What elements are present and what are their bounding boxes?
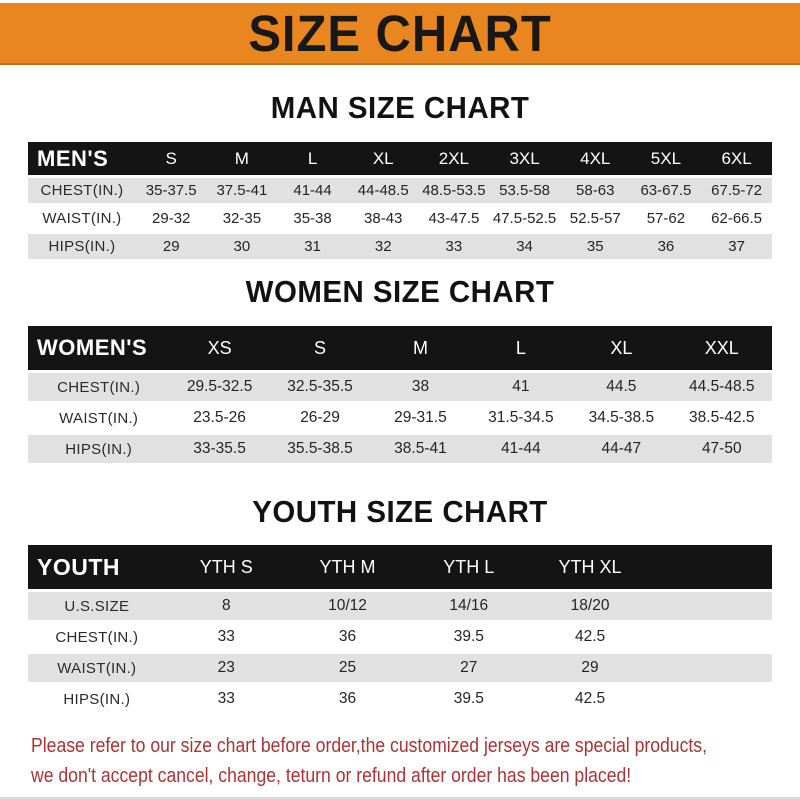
row-label-cell: CHEST(IN.) bbox=[57, 378, 141, 396]
table-row bbox=[28, 178, 772, 203]
table-row bbox=[28, 404, 772, 432]
value-cell: 32-35 bbox=[222, 210, 262, 227]
table-title-cell: YOUTH bbox=[37, 553, 120, 580]
column-header-cell: L bbox=[307, 148, 318, 168]
value-cell: 53.5-58 bbox=[499, 182, 550, 199]
row-label-cell: U.S.SIZE bbox=[64, 597, 130, 615]
banner-title: SIZE CHART bbox=[248, 4, 552, 62]
value-cell: 44-48.5 bbox=[357, 182, 409, 199]
value-cell: 38 bbox=[411, 378, 430, 395]
value-cell: 35.5-38.5 bbox=[287, 440, 353, 457]
banner bbox=[0, 3, 800, 65]
column-header-cell: S bbox=[165, 148, 177, 168]
column-header-cell: XXL bbox=[704, 337, 739, 358]
value-cell: 39.5 bbox=[453, 628, 484, 645]
value-cell: 52.5-57 bbox=[569, 210, 621, 227]
man-section-heading: MAN SIZE CHART bbox=[270, 90, 530, 125]
column-header-cell: L bbox=[515, 337, 526, 358]
value-cell: 31 bbox=[304, 238, 321, 255]
column-header-cell: XS bbox=[207, 337, 232, 358]
column-header-cell: YTH S bbox=[199, 556, 253, 577]
value-cell: 31.5-34.5 bbox=[488, 409, 554, 426]
value-cell: 44.5 bbox=[606, 378, 637, 395]
value-cell: 41-44 bbox=[293, 182, 332, 199]
table-row bbox=[28, 435, 772, 463]
value-cell: 35-38 bbox=[293, 210, 332, 227]
value-cell: 18/20 bbox=[570, 597, 610, 614]
table-row bbox=[28, 623, 772, 651]
table-row bbox=[28, 685, 772, 713]
table-title-cell: MEN'S bbox=[37, 145, 109, 171]
column-header-cell: XL bbox=[372, 148, 394, 168]
value-cell: 58-63 bbox=[576, 182, 615, 199]
youth-size-table bbox=[28, 545, 772, 713]
row-label-cell: HIPS(IN.) bbox=[65, 440, 133, 458]
value-cell: 29-32 bbox=[152, 210, 191, 227]
footer-line-2: we don't accept cancel, change, teturn or refund after order has been placed! bbox=[31, 765, 632, 787]
column-header-cell: S bbox=[314, 337, 327, 358]
value-cell: 32 bbox=[374, 238, 392, 255]
man-size-section bbox=[0, 91, 800, 259]
value-cell: 36 bbox=[338, 628, 357, 645]
value-cell: 26-29 bbox=[300, 409, 340, 426]
value-cell: 33 bbox=[217, 690, 235, 707]
womens-size-table bbox=[28, 326, 772, 463]
column-header-cell: 2XL bbox=[438, 148, 470, 168]
value-cell: 41-44 bbox=[501, 440, 541, 457]
value-cell: 42.5 bbox=[574, 690, 606, 707]
value-cell: 63-67.5 bbox=[640, 182, 692, 199]
table-header-row bbox=[28, 326, 772, 370]
value-cell: 8 bbox=[221, 597, 231, 614]
youth-section-heading: YOUTH SIZE CHART bbox=[252, 494, 548, 529]
value-cell: 29 bbox=[162, 238, 180, 255]
column-header-cell: M bbox=[412, 337, 428, 358]
women-size-section bbox=[0, 275, 800, 463]
row-label-cell: WAIST(IN.) bbox=[57, 659, 137, 677]
value-cell: 36 bbox=[657, 238, 675, 255]
table-row bbox=[28, 373, 772, 401]
table-header-row bbox=[28, 545, 772, 589]
value-cell: 47-50 bbox=[701, 440, 742, 457]
value-cell: 23 bbox=[217, 659, 235, 676]
row-label-cell: CHEST(IN.) bbox=[40, 182, 124, 199]
value-cell: 39.5 bbox=[453, 690, 484, 707]
value-cell: 35-37.5 bbox=[145, 182, 197, 199]
value-cell: 33 bbox=[217, 628, 235, 645]
value-cell: 33-35.5 bbox=[193, 440, 246, 457]
value-cell: 33 bbox=[445, 238, 463, 255]
column-header-cell: 5XL bbox=[650, 148, 682, 168]
table-row bbox=[28, 592, 772, 620]
value-cell: 43-47.5 bbox=[428, 210, 480, 227]
table-row bbox=[28, 206, 772, 231]
value-cell: 42.5 bbox=[574, 628, 606, 645]
row-label-cell: CHEST(IN.) bbox=[55, 628, 139, 646]
value-cell: 29 bbox=[581, 659, 599, 676]
value-cell: 67.5-72 bbox=[711, 182, 763, 199]
value-cell: 27 bbox=[460, 659, 478, 676]
value-cell: 38.5-42.5 bbox=[689, 409, 755, 426]
youth-size-section bbox=[0, 495, 800, 713]
row-label-cell: WAIST(IN.) bbox=[42, 210, 122, 227]
table-row bbox=[28, 234, 772, 259]
row-label-cell: HIPS(IN.) bbox=[63, 690, 131, 708]
value-cell: 35 bbox=[586, 238, 604, 255]
table-row bbox=[28, 654, 772, 682]
women-section-heading: WOMEN SIZE CHART bbox=[245, 274, 555, 309]
mens-size-table bbox=[28, 142, 772, 259]
footer-note bbox=[0, 731, 800, 791]
column-header-cell: 6XL bbox=[721, 148, 752, 168]
value-cell: 14/16 bbox=[449, 597, 489, 614]
column-header-cell: 4XL bbox=[580, 148, 611, 168]
value-cell: 48.5-53.5 bbox=[422, 182, 486, 199]
value-cell: 32.5-35.5 bbox=[287, 378, 353, 395]
value-cell: 30 bbox=[233, 238, 251, 255]
value-cell: 38.5-41 bbox=[394, 440, 447, 457]
value-cell: 47.5-52.5 bbox=[492, 210, 557, 227]
value-cell: 44-47 bbox=[601, 440, 642, 457]
column-header-cell: YTH XL bbox=[558, 556, 622, 577]
column-header-cell: 3XL bbox=[509, 148, 540, 168]
table-title-cell: WOMEN'S bbox=[37, 335, 148, 360]
value-cell: 38-43 bbox=[364, 210, 403, 227]
row-label-cell: WAIST(IN.) bbox=[59, 409, 139, 427]
value-cell: 57-62 bbox=[646, 210, 686, 227]
column-header-cell: YTH M bbox=[319, 556, 376, 577]
value-cell: 62-66.5 bbox=[711, 210, 763, 227]
row-label-cell: HIPS(IN.) bbox=[48, 238, 116, 255]
value-cell: 34.5-38.5 bbox=[588, 409, 655, 426]
value-cell: 23.5-26 bbox=[193, 409, 246, 426]
column-header-cell: M bbox=[234, 148, 249, 168]
value-cell: 10/12 bbox=[328, 597, 367, 614]
value-cell: 34 bbox=[516, 238, 533, 255]
value-cell: 36 bbox=[338, 690, 357, 707]
footer-line-1: Please refer to our size chart before order,the customized jerseys are special products, bbox=[31, 735, 707, 757]
value-cell: 41 bbox=[512, 378, 530, 395]
column-header-cell: YTH L bbox=[443, 556, 495, 577]
value-cell: 37.5-41 bbox=[216, 182, 268, 199]
value-cell: 25 bbox=[338, 659, 357, 676]
table-header-row bbox=[28, 142, 772, 175]
column-header-cell: XL bbox=[610, 337, 633, 358]
value-cell: 37 bbox=[728, 238, 745, 255]
value-cell: 44.5-48.5 bbox=[689, 378, 755, 395]
value-cell: 29.5-32.5 bbox=[186, 378, 253, 395]
value-cell: 29-31.5 bbox=[394, 409, 447, 426]
